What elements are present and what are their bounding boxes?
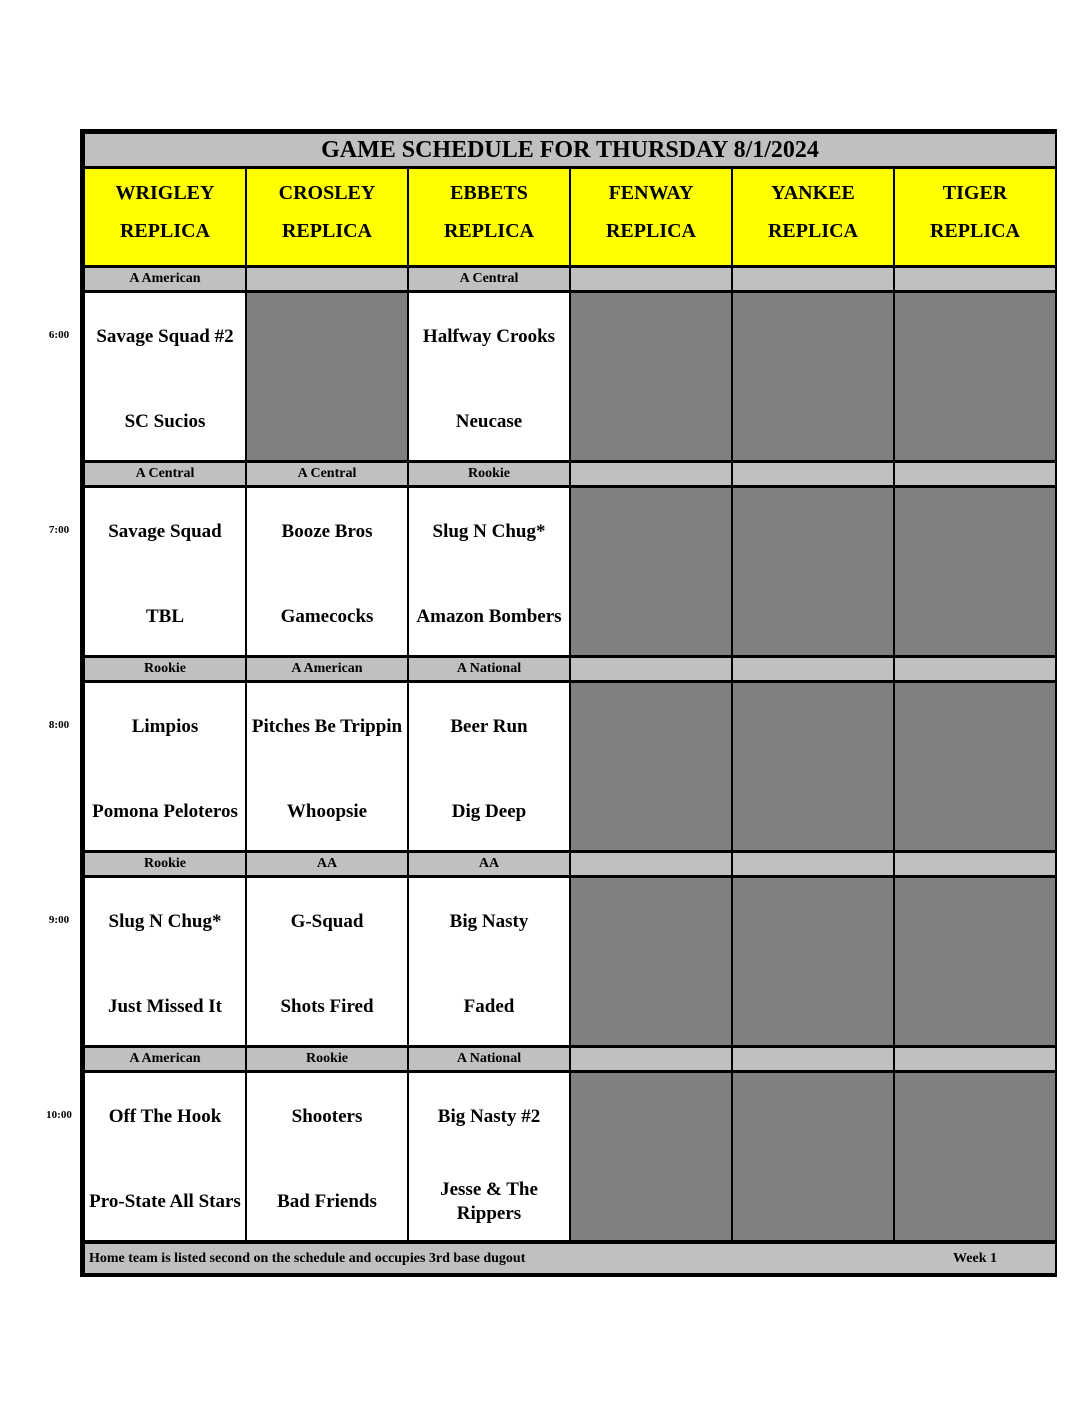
venue-header-yankee bbox=[733, 169, 893, 265]
away-team: Slug N Chug* bbox=[108, 911, 222, 932]
closed-field-cell bbox=[733, 1073, 893, 1240]
closed-field-cell bbox=[571, 878, 731, 1045]
game-cell bbox=[85, 293, 245, 460]
division-label bbox=[733, 658, 893, 680]
venue-header-ebbets bbox=[409, 169, 569, 265]
venue-name: EBBETS bbox=[450, 182, 528, 204]
venue-subtitle: REPLICA bbox=[443, 220, 534, 242]
away-team: Halfway Crooks bbox=[422, 326, 556, 347]
venue-name: CROSLEY bbox=[278, 182, 376, 204]
division-label: AA bbox=[247, 853, 407, 875]
away-team: Limpios bbox=[131, 716, 199, 737]
time-label: 8:00 bbox=[48, 719, 70, 731]
venue-header-crosley bbox=[247, 169, 407, 265]
division-label: AA bbox=[409, 853, 569, 875]
division-label bbox=[571, 853, 731, 875]
game-cell bbox=[247, 683, 407, 850]
venue-header-tiger bbox=[895, 169, 1055, 265]
closed-field-cell bbox=[571, 1073, 731, 1240]
footer-note: Home team is listed second on the schedule and occupies 3rd base dugout bbox=[89, 1250, 526, 1266]
home-team: Just Missed It bbox=[107, 996, 222, 1017]
closed-field-cell bbox=[571, 293, 731, 460]
division-label: A National bbox=[409, 1048, 569, 1070]
closed-field-cell bbox=[733, 878, 893, 1045]
game-cell bbox=[409, 683, 569, 850]
game-cell bbox=[409, 1073, 569, 1240]
home-team: TBL bbox=[145, 606, 185, 627]
away-team: G-Squad bbox=[290, 911, 364, 932]
venue-header-wrigley bbox=[85, 169, 245, 265]
division-label bbox=[571, 268, 731, 290]
venue-name: YANKEE bbox=[771, 182, 855, 204]
away-team: Slug N Chug* bbox=[432, 521, 546, 542]
closed-field-cell bbox=[733, 488, 893, 655]
home-team: Gamecocks bbox=[280, 606, 374, 627]
closed-field-cell bbox=[247, 293, 407, 460]
game-cell bbox=[247, 488, 407, 655]
closed-field-cell bbox=[733, 293, 893, 460]
time-label: 10:00 bbox=[46, 1109, 72, 1121]
venue-header-fenway bbox=[571, 169, 731, 265]
home-team: Whoopsie bbox=[286, 801, 368, 822]
division-label: Rookie bbox=[247, 1048, 407, 1070]
away-team: Pitches Be Trippin bbox=[251, 716, 403, 737]
closed-field-cell bbox=[895, 488, 1055, 655]
home-team: SC Sucios bbox=[124, 411, 206, 432]
game-cell bbox=[409, 293, 569, 460]
home-team: Jesse & The Rippers bbox=[440, 1179, 538, 1224]
closed-field-cell bbox=[895, 293, 1055, 460]
division-label bbox=[571, 1048, 731, 1070]
game-cell bbox=[85, 1073, 245, 1240]
venue-subtitle: REPLICA bbox=[605, 220, 696, 242]
game-cell bbox=[247, 878, 407, 1045]
division-label bbox=[571, 658, 731, 680]
schedule-title: GAME SCHEDULE FOR THURSDAY 8/1/2024 bbox=[85, 134, 1055, 166]
division-label bbox=[895, 853, 1055, 875]
division-label: Rookie bbox=[85, 853, 245, 875]
schedule-table bbox=[80, 129, 1057, 1277]
closed-field-cell bbox=[895, 683, 1055, 850]
game-cell bbox=[409, 488, 569, 655]
venue-name: TIGER bbox=[942, 182, 1008, 204]
division-label bbox=[733, 1048, 893, 1070]
division-label bbox=[895, 1048, 1055, 1070]
away-team: Booze Bros bbox=[281, 521, 373, 542]
game-cell bbox=[85, 878, 245, 1045]
division-label bbox=[733, 268, 893, 290]
game-cell bbox=[85, 683, 245, 850]
away-team: Off The Hook bbox=[108, 1106, 222, 1127]
division-label bbox=[895, 658, 1055, 680]
venue-subtitle: REPLICA bbox=[281, 220, 372, 242]
division-label bbox=[733, 463, 893, 485]
division-label bbox=[895, 268, 1055, 290]
division-label bbox=[733, 853, 893, 875]
division-label: A Central bbox=[247, 463, 407, 485]
division-label: A Central bbox=[85, 463, 245, 485]
home-team: Neucase bbox=[455, 411, 523, 432]
division-label: Rookie bbox=[409, 463, 569, 485]
division-label: A National bbox=[409, 658, 569, 680]
venue-name: FENWAY bbox=[608, 182, 694, 204]
venue-subtitle: REPLICA bbox=[929, 220, 1020, 242]
venue-subtitle: REPLICA bbox=[119, 220, 210, 242]
game-cell bbox=[247, 1073, 407, 1240]
away-team: Savage Squad #2 bbox=[96, 326, 234, 347]
closed-field-cell bbox=[733, 683, 893, 850]
home-team: Amazon Bombers bbox=[416, 606, 562, 627]
closed-field-cell bbox=[895, 1073, 1055, 1240]
footer-week: Week 1 bbox=[953, 1250, 997, 1266]
division-label: A American bbox=[85, 1048, 245, 1070]
time-label: 9:00 bbox=[48, 914, 70, 926]
division-label: A American bbox=[247, 658, 407, 680]
venue-name: WRIGLEY bbox=[115, 182, 215, 204]
home-team: Pomona Peloteros bbox=[92, 801, 238, 822]
closed-field-cell bbox=[895, 878, 1055, 1045]
closed-field-cell bbox=[571, 488, 731, 655]
game-cell bbox=[409, 878, 569, 1045]
division-label bbox=[895, 463, 1055, 485]
schedule-footer bbox=[85, 1244, 1055, 1273]
home-team: Pro-State All Stars bbox=[89, 1191, 241, 1212]
game-cell bbox=[85, 488, 245, 655]
away-team: Beer Run bbox=[450, 716, 528, 737]
division-label: A American bbox=[85, 268, 245, 290]
home-team: Dig Deep bbox=[451, 801, 527, 822]
division-label: A Central bbox=[409, 268, 569, 290]
division-label bbox=[247, 268, 407, 290]
time-label: 7:00 bbox=[48, 524, 70, 536]
home-team: Faded bbox=[463, 996, 515, 1017]
time-label: 6:00 bbox=[48, 329, 70, 341]
division-label: Rookie bbox=[85, 658, 245, 680]
away-team: Savage Squad bbox=[108, 521, 222, 542]
venue-subtitle: REPLICA bbox=[767, 220, 858, 242]
closed-field-cell bbox=[571, 683, 731, 850]
away-team: Big Nasty bbox=[449, 911, 529, 932]
home-team: Bad Friends bbox=[277, 1191, 377, 1212]
away-team: Shooters bbox=[291, 1106, 363, 1127]
division-label bbox=[571, 463, 731, 485]
home-team: Shots Fired bbox=[280, 996, 374, 1017]
away-team: Big Nasty #2 bbox=[437, 1106, 541, 1127]
